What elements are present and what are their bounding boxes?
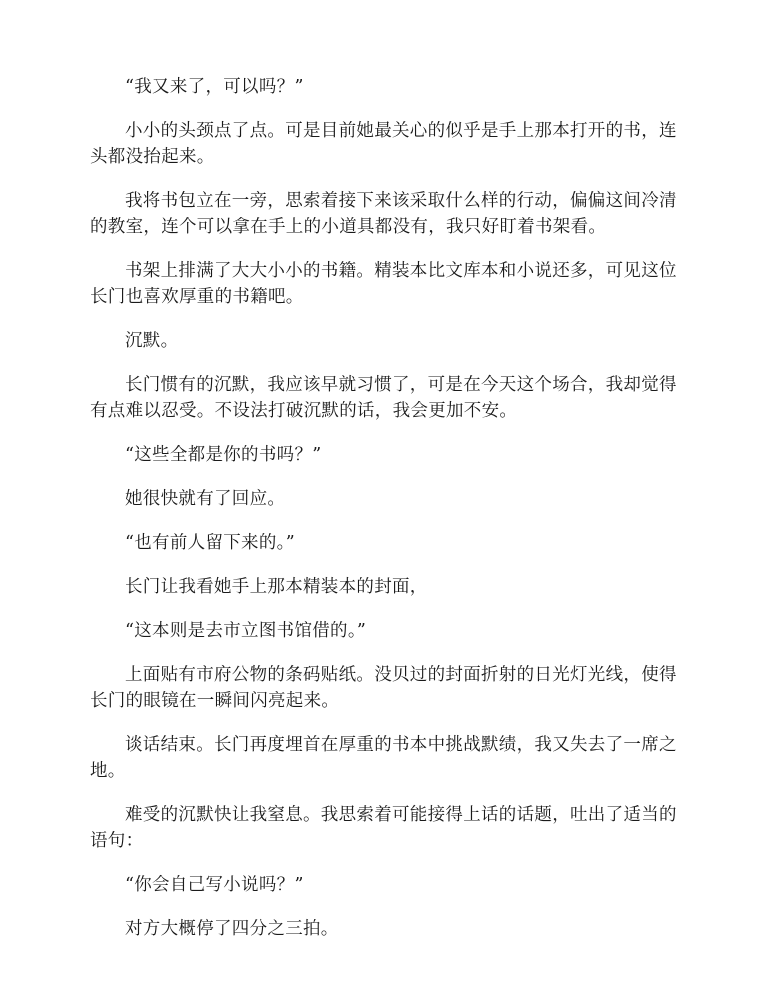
paragraph-16: 对方大概停了四分之三拍。 — [125, 919, 339, 939]
paragraph-13: 谈话结束。长门再度埋首在厚重的书本中挑战默绩，我又失去了一席之地。 — [90, 735, 677, 781]
paragraph-8: 她很快就有了回应。 — [125, 489, 286, 509]
paragraph-7: “这些全都是你的书吗？” — [125, 445, 322, 465]
paragraph-4: 书架上排满了大大小小的书籍。精装本比文库本和小说还多，可见这位长门也喜欢厚重的书籍吧。 — [90, 261, 677, 307]
paragraph-12: 上面贴有市府公物的条码贴纸。没贝过的封面折射的日光灯光线，使得长门的眼镜在一瞬间闪亮起来。 — [90, 665, 677, 711]
paragraph-14: 难受的沉默快让我窒息。我思索着可能接得上话的话题，吐出了适当的语句： — [90, 805, 677, 851]
paragraph-11: “这本则是去市立图书馆借的。” — [125, 621, 367, 641]
body-text — [90, 74, 680, 960]
paragraph-5: 沉默。 — [125, 331, 179, 351]
paragraph-3: 我将书包立在一旁，思索着接下来该采取什么样的行动，偏偏这间冷清的教室，连个可以拿在手上的小道具都没有，我只好盯着书架看。 — [90, 191, 677, 237]
paragraph-1: “我又来了，可以吗？” — [125, 77, 304, 97]
paragraph-10: 长门让我看她手上那本精装本的封面， — [125, 577, 428, 597]
paragraph-2: 小小的头颈点了点。可是目前她最关心的似乎是手上那本打开的书，连头都没抬起来。 — [90, 121, 677, 167]
paragraph-9: “也有前人留下来的。” — [125, 533, 295, 553]
paragraph-15: “你会自己写小说吗？” — [125, 875, 304, 895]
paragraph-6: 长门惯有的沉默，我应该早就习惯了，可是在今天这个场合，我却觉得有点难以忍受。不设法打破沉默的话，我会更加不安。 — [90, 375, 677, 421]
